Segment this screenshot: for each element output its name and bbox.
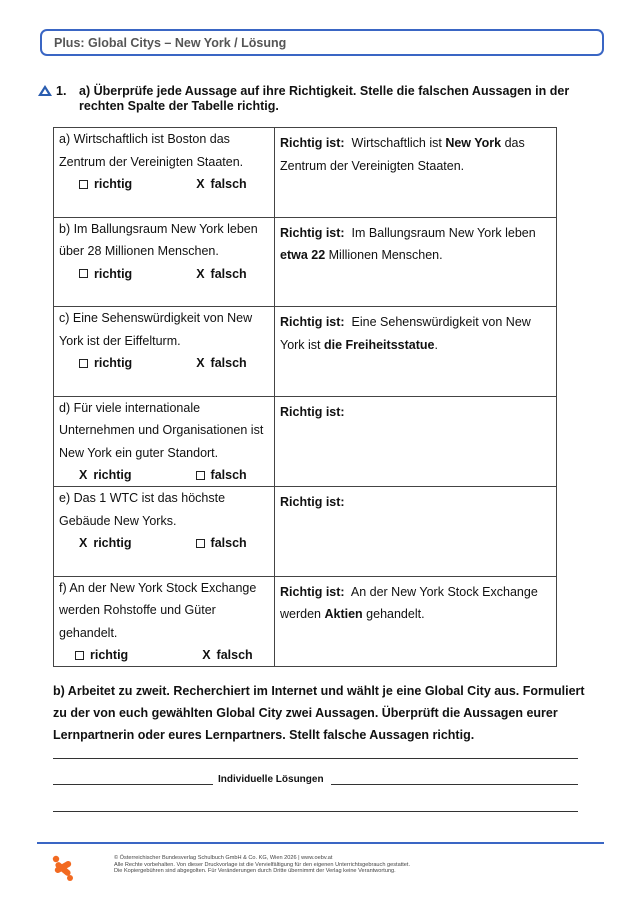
correction-label: Richtig ist: — [280, 584, 345, 599]
richtig-label: richtig — [94, 177, 133, 191]
correction-label: Richtig ist: — [280, 404, 345, 419]
correction-cell[interactable] — [275, 307, 557, 397]
falsch-checkbox[interactable]: X — [196, 356, 205, 370]
falsch-label: falsch — [216, 648, 253, 662]
answer-options — [59, 644, 269, 666]
task-instruction: a) Überprüfe jede Aussage auf ihre Richtigkeit. Stelle die falschen Aussagen in der rechten Spalte der Tabelle richtig. — [79, 84, 570, 113]
table-row — [54, 487, 557, 577]
richtig-label: richtig — [94, 356, 133, 370]
correction-cell[interactable] — [275, 487, 557, 577]
statement-cell — [54, 396, 275, 487]
correction-cell[interactable] — [275, 217, 557, 307]
richtig-checkbox[interactable] — [79, 269, 88, 278]
table-row — [54, 396, 557, 487]
task-number: 1. — [56, 84, 67, 98]
correction-text-end: Millionen Menschen. — [325, 248, 443, 262]
fees-line: Die Kopiergebühren sind abgegolten. Für Veränderungen durch Dritte übernimmt der Verlag keine Verantwortung. — [114, 868, 396, 874]
correction-text-end: . — [434, 337, 438, 352]
richtig-checkbox[interactable] — [79, 180, 88, 189]
falsch-label: falsch — [210, 536, 247, 550]
statement-cell — [54, 217, 275, 307]
exercise-table — [53, 127, 557, 667]
falsch-checkbox[interactable]: X — [202, 648, 211, 662]
copyright-line: © Österreichischer Bundesverlag Schulbuch GmbH & Co. KG, Wien 2026 | www.oebv.at — [114, 855, 333, 861]
statement-cell — [54, 487, 275, 577]
table-row — [54, 307, 557, 397]
answer-line — [53, 758, 578, 759]
correction-label: Richtig ist: — [280, 315, 345, 329]
correction-highlight: Aktien — [324, 607, 363, 621]
solution-line — [53, 774, 578, 788]
correction-text: An der New York Stock Exchange werden — [280, 584, 538, 621]
footer-rule — [37, 842, 604, 844]
richtig-checkbox[interactable]: X — [79, 536, 88, 550]
correction-label: Richtig ist: — [280, 225, 345, 240]
correction-text: Im Ballungsraum New York leben — [351, 225, 536, 240]
falsch-checkbox[interactable] — [196, 539, 205, 548]
header-box — [40, 29, 604, 56]
triangle-icon — [38, 85, 52, 96]
correction-highlight: die Freiheitsstatue — [324, 337, 435, 352]
correction-cell[interactable] — [275, 576, 557, 667]
task-b-instruction: b) Arbeitet zu zweit. Recherchiert im Internet und wählt je eine Global City aus. Formuliert zu der von euch gewählten Global City zwei Aussagen. Überprüft die Aussagen eurer Lernpartnerin oder eures Lernpartners. Stellt falsche Aussagen richtig. — [53, 684, 585, 742]
correction-cell[interactable] — [275, 128, 557, 218]
statement-cell — [54, 128, 275, 218]
falsch-label: falsch — [210, 468, 247, 482]
falsch-checkbox[interactable] — [196, 471, 205, 480]
statement-text: f) An der New York Stock Exchange werden Rohstoffe und Güter gehandelt. — [59, 580, 257, 640]
richtig-checkbox[interactable]: X — [79, 468, 88, 482]
richtig-label: richtig — [93, 468, 132, 482]
correction-text-end: gehandelt. — [362, 607, 425, 621]
page-title: Plus: Global Citys – New York / Lösung — [54, 36, 287, 50]
richtig-checkbox[interactable] — [79, 359, 88, 368]
table-row — [54, 128, 557, 218]
falsch-checkbox[interactable]: X — [196, 177, 205, 191]
solution-label: Individuelle Lösungen — [218, 774, 324, 785]
correction-text: Eine Sehenswürdigkeit von New York ist — [280, 315, 531, 352]
correction-label: Richtig ist: — [280, 136, 345, 150]
copyright-notice — [114, 855, 554, 875]
falsch-label: falsch — [210, 266, 247, 281]
answer-options — [59, 464, 269, 486]
publisher-logo-icon — [50, 854, 76, 882]
statement-text: b) Im Ballungsraum New York leben über 28 Millionen Menschen. — [59, 221, 258, 258]
statement-text: a) Wirtschaftlich ist Boston das Zentrum der Vereinigten Staaten. — [59, 132, 244, 169]
answer-options — [59, 352, 269, 374]
falsch-label: falsch — [210, 177, 247, 191]
answer-options — [59, 263, 269, 285]
statement-cell — [54, 576, 275, 667]
richtig-label: richtig — [90, 648, 129, 662]
statement-text: d) Für viele internationale Unternehmen und Organisationen ist New York ein guter Standort. — [59, 400, 264, 460]
correction-text-end: das Zentrum der Vereinigten Staaten. — [280, 136, 525, 173]
correction-highlight: etwa 22 — [280, 248, 326, 262]
table-row — [54, 576, 557, 667]
statement-cell — [54, 307, 275, 397]
correction-highlight: New York — [445, 136, 502, 150]
richtig-label: richtig — [94, 266, 133, 281]
richtig-checkbox[interactable] — [75, 651, 84, 660]
correction-cell[interactable] — [275, 396, 557, 487]
answer-options — [59, 532, 269, 554]
table-row — [54, 217, 557, 307]
statement-text: c) Eine Sehenswürdigkeit von New York ist der Eiffelturm. — [59, 311, 253, 348]
richtig-label: richtig — [93, 536, 132, 550]
correction-label: Richtig ist: — [280, 495, 345, 509]
answer-options — [59, 173, 269, 195]
answer-line — [53, 811, 578, 812]
falsch-checkbox[interactable]: X — [196, 266, 205, 281]
rights-line: Alle Rechte vorbehalten. Von dieser Druckvorlage ist die Vervielfältigung für den eigenen Unterrichtsgebrauch gestattet. — [114, 861, 411, 868]
falsch-label: falsch — [210, 356, 247, 370]
correction-text: Wirtschaftlich ist — [351, 136, 446, 150]
statement-text: e) Das 1 WTC ist das höchste Gebäude New Yorks. — [59, 491, 226, 528]
